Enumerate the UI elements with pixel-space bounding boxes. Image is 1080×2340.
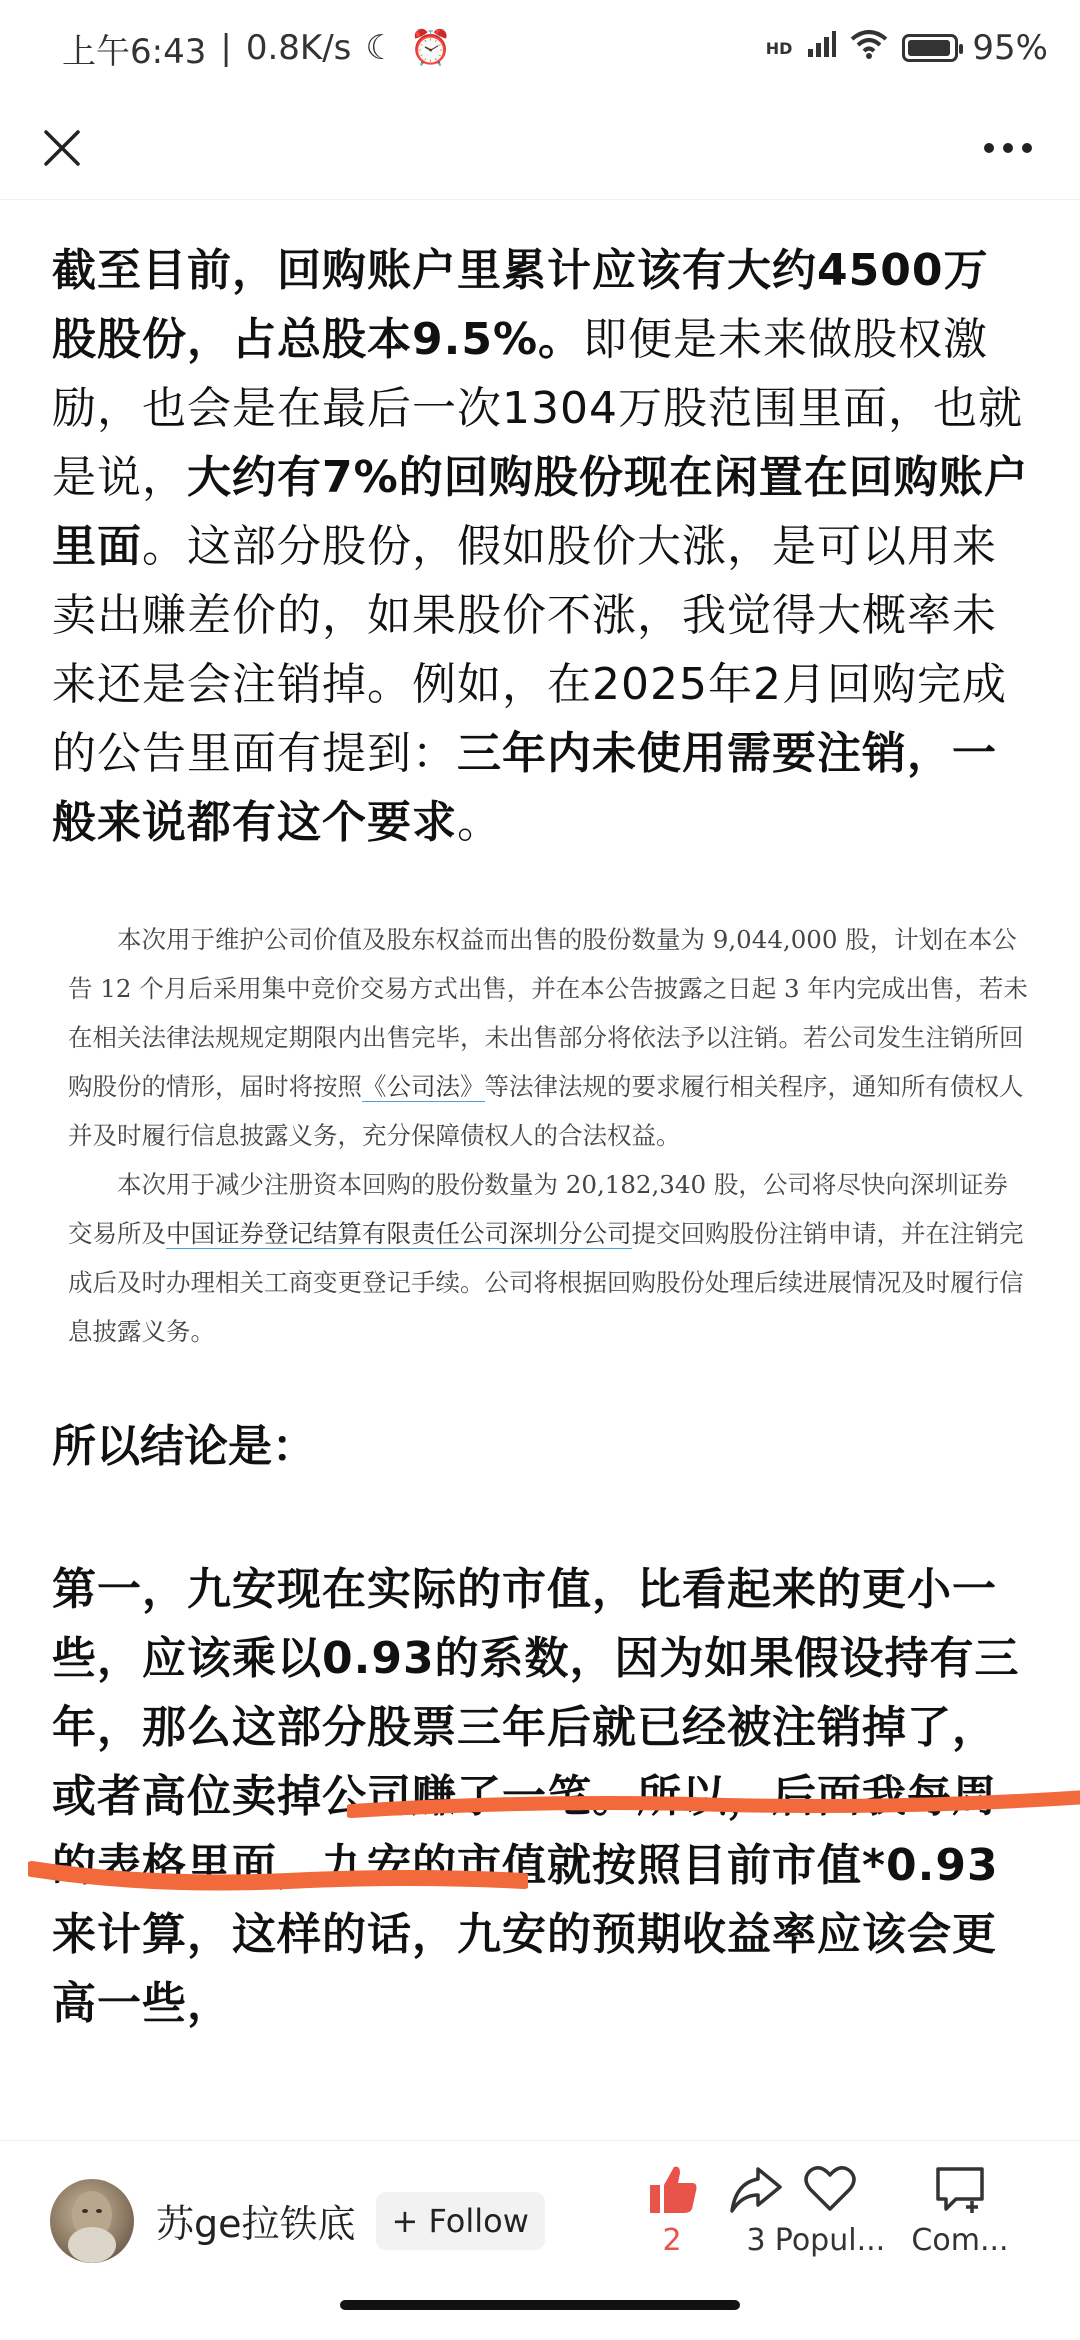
more-icon[interactable] — [976, 116, 1040, 180]
excerpt-text-1-end: 等法律法规的要求履行相关程序，通知所有债权人并及时履行信息披露义务，充分保障债权人的合法权益。 — [68, 1072, 1024, 1150]
excerpt-text-2: 本次用于减少注册资本回购的股份数量为 20,182,340 股，公司将尽快向深圳证券交易所及 — [68, 1170, 1008, 1248]
like-count: 2 — [662, 2223, 682, 2258]
bold-text-2: 大约有7%的回购股份现在闲置在回购账户里面 — [52, 452, 1029, 572]
comment-label: Com... — [911, 2223, 1009, 2258]
wifi-icon — [850, 28, 888, 68]
status-left — [62, 24, 452, 73]
popular-button[interactable] — [770, 2161, 890, 2258]
thumbs-up-icon — [644, 2161, 700, 2217]
author-avatar[interactable] — [50, 2179, 134, 2263]
moon-icon: ☾ — [365, 28, 396, 68]
popular-label: Popul... — [774, 2223, 886, 2258]
comment-button[interactable] — [900, 2161, 1020, 2258]
company-law-link: 《公司法》 — [362, 1072, 485, 1101]
excerpt-text-2-end: 提交回购股份注销申请，并在注销完成后及时办理相关工商变更登记手续。公司将根据回购股份处理后续进展情况及时履行信息披露义务。 — [68, 1219, 1024, 1346]
article-paragraph-1 — [52, 236, 1032, 857]
network-badge: HD — [765, 38, 793, 58]
status-right — [766, 28, 1048, 68]
status-time: 上午6:43 — [62, 31, 207, 72]
author-name[interactable]: 苏ge拉铁底 — [156, 2202, 356, 2246]
excerpt-paragraph-2 — [68, 1160, 1028, 1356]
follow-button[interactable]: + Follow — [376, 2192, 545, 2250]
bold-text-1: 截至目前，回购账户里累计应该有大约4500万股股份，占总股本9.5%。 — [52, 245, 989, 365]
battery-icon — [902, 34, 958, 62]
post-actions — [600, 2141, 1080, 2301]
share-count: 3 — [746, 2223, 766, 2258]
article-content — [52, 236, 1032, 2038]
heart-icon — [802, 2161, 858, 2217]
text-3: 。 — [457, 797, 502, 848]
signal-icon — [806, 28, 836, 68]
battery-percent: 95% — [972, 28, 1048, 68]
conclusion-heading: 所以结论是： — [52, 1421, 316, 1472]
text-1: 即便是未来做股权激励，也会是在最后一次1304万股范围里面，也就是说， — [52, 314, 1023, 503]
top-bar — [0, 96, 1080, 200]
status-bar — [0, 0, 1080, 96]
battery-fill — [908, 40, 950, 56]
announcement-excerpt-image — [68, 915, 1028, 1356]
excerpt-paragraph-1 — [68, 915, 1028, 1160]
point-1-text: 第一，九安现在实际的市值，比看起来的更小一些，应该乘以0.93的系数，因为如果假设持有三年，那么这部分股票三年后就已经被注销掉了，或者高位卖掉公司赚了一笔。所以，后面我每周的表格里面，九安的市值就按照目前市值*0.93来计算，这样的话，九安的预期收益率应该会更高一些， — [52, 1564, 1020, 2029]
close-icon[interactable] — [30, 116, 94, 180]
conclusion-point-1 — [52, 1555, 1032, 2038]
status-separator: | — [220, 28, 232, 68]
status-speed: 0.8K/s — [245, 28, 352, 68]
home-indicator[interactable] — [340, 2300, 740, 2310]
text-2: 。这部分股份，假如股价大涨，是可以用来卖出赚差价的，如果股价不涨，我觉得大概率未来还是会注销掉。例如，在2025年2月回购完成的公告里面有提到： — [52, 521, 1007, 779]
alarm-icon: ⏰ — [409, 28, 453, 68]
excerpt-text-1: 本次用于维护公司价值及股东权益而出售的股份数量为 9,044,000 股，计划在本公告 12 个月后采用集中竞价交易方式出售，并在本公告披露之日起 3 年内完成出售，若未在相关法律法规规定期限内出售完毕，未出售部分将依法予以注销。若公司发生注销所回购股份的情形，届时将按照 — [68, 925, 1028, 1101]
comment-icon — [932, 2161, 988, 2217]
bottom-action-bar — [0, 2140, 1080, 2300]
bold-text-3: 三年内未使用需要注销，一般来说都有这个要求 — [52, 728, 997, 848]
csdc-link: 中国证券登记结算有限责任公司深圳分公司 — [166, 1219, 632, 1248]
